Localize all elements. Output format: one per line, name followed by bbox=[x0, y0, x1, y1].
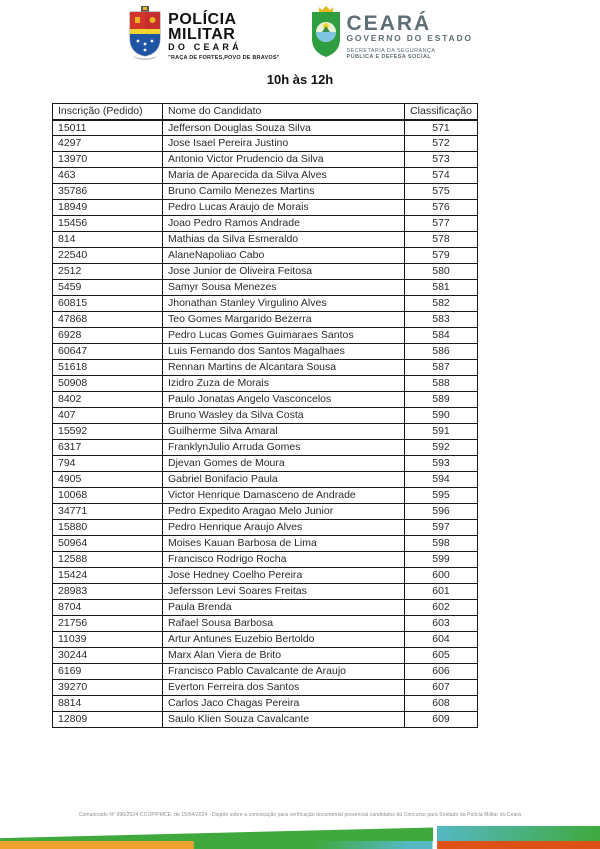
cell-classificacao: 604 bbox=[405, 632, 478, 648]
cell-nome: Marx Alan Viera de Brito bbox=[163, 648, 405, 664]
table-row bbox=[53, 248, 478, 264]
cell-inscricao: 15456 bbox=[53, 216, 163, 232]
table-row bbox=[53, 472, 478, 488]
table-row bbox=[53, 216, 478, 232]
cell-classificacao: 590 bbox=[405, 408, 478, 424]
cell-inscricao: 15880 bbox=[53, 520, 163, 536]
cell-inscricao: 10068 bbox=[53, 488, 163, 504]
table-body bbox=[53, 120, 478, 728]
cell-inscricao: 21756 bbox=[53, 616, 163, 632]
ceara-title: CEARÁ bbox=[346, 12, 432, 35]
cell-classificacao: 582 bbox=[405, 296, 478, 312]
table-row bbox=[53, 376, 478, 392]
cell-classificacao: 576 bbox=[405, 200, 478, 216]
cell-inscricao: 51618 bbox=[53, 360, 163, 376]
table-row bbox=[53, 264, 478, 280]
table-row bbox=[53, 568, 478, 584]
cell-nome: Antonio Victor Prudencio da Silva bbox=[163, 152, 405, 168]
table-row bbox=[53, 600, 478, 616]
table-row bbox=[53, 344, 478, 360]
table-row bbox=[53, 632, 478, 648]
table-row bbox=[53, 136, 478, 152]
candidates-table bbox=[52, 103, 478, 728]
cell-classificacao: 579 bbox=[405, 248, 478, 264]
table-row bbox=[53, 488, 478, 504]
table-row bbox=[53, 184, 478, 200]
cell-nome: Pedro Expedito Aragao Melo Junior bbox=[163, 504, 405, 520]
cell-classificacao: 572 bbox=[405, 136, 478, 152]
table-row bbox=[53, 456, 478, 472]
cell-classificacao: 609 bbox=[405, 712, 478, 728]
cell-inscricao: 30244 bbox=[53, 648, 163, 664]
ceara-gov-logo bbox=[310, 6, 473, 63]
cell-inscricao: 8402 bbox=[53, 392, 163, 408]
cell-nome: Francisco Pablo Cavalcante de Araujo bbox=[163, 664, 405, 680]
table-row bbox=[53, 360, 478, 376]
cell-inscricao: 6928 bbox=[53, 328, 163, 344]
cell-inscricao: 6317 bbox=[53, 440, 163, 456]
table-row bbox=[53, 392, 478, 408]
table-row bbox=[53, 648, 478, 664]
cell-classificacao: 578 bbox=[405, 232, 478, 248]
table-row bbox=[53, 152, 478, 168]
cell-classificacao: 596 bbox=[405, 504, 478, 520]
cell-nome: FranklynJulio Arruda Gomes bbox=[163, 440, 405, 456]
pmce-logo bbox=[127, 6, 279, 65]
cell-nome: Paula Brenda bbox=[163, 600, 405, 616]
cell-nome: Maria de Aparecida da Silva Alves bbox=[163, 168, 405, 184]
cell-classificacao: 597 bbox=[405, 520, 478, 536]
cell-classificacao: 588 bbox=[405, 376, 478, 392]
cell-inscricao: 47868 bbox=[53, 312, 163, 328]
cell-nome: Jose Junior de Oliveira Feitosa bbox=[163, 264, 405, 280]
cell-nome: Saulo Klien Souza Cavalcante bbox=[163, 712, 405, 728]
cell-nome: Carlos Jaco Chagas Pereira bbox=[163, 696, 405, 712]
cell-classificacao: 600 bbox=[405, 568, 478, 584]
cell-inscricao: 8814 bbox=[53, 696, 163, 712]
cell-nome: Mathias da Silva Esmeraldo bbox=[163, 232, 405, 248]
cell-nome: Pedro Lucas Gomes Guimaraes Santos bbox=[163, 328, 405, 344]
table-row bbox=[53, 232, 478, 248]
cell-nome: Teo Gomes Margarido Bezerra bbox=[163, 312, 405, 328]
cell-classificacao: 571 bbox=[405, 120, 478, 136]
footer-teal-block bbox=[437, 826, 600, 841]
table-row bbox=[53, 312, 478, 328]
cell-nome: Djevan Gomes de Moura bbox=[163, 456, 405, 472]
cell-inscricao: 814 bbox=[53, 232, 163, 248]
cell-classificacao: 606 bbox=[405, 664, 478, 680]
ceara-dept-line2: PÚBLICA E DEFESA SOCIAL bbox=[346, 54, 432, 60]
cell-classificacao: 607 bbox=[405, 680, 478, 696]
cell-nome: Rennan Martins de Alcantara Sousa bbox=[163, 360, 405, 376]
cell-inscricao: 5459 bbox=[53, 280, 163, 296]
cell-classificacao: 583 bbox=[405, 312, 478, 328]
pmce-title-line2: MILITAR bbox=[168, 26, 236, 43]
table-row bbox=[53, 120, 478, 136]
cell-inscricao: 4297 bbox=[53, 136, 163, 152]
table-row bbox=[53, 552, 478, 568]
cell-classificacao: 587 bbox=[405, 360, 478, 376]
ceara-shield-icon bbox=[310, 6, 342, 63]
cell-classificacao: 601 bbox=[405, 584, 478, 600]
cell-classificacao: 608 bbox=[405, 696, 478, 712]
cell-nome: Jose Hedney Coelho Pereira bbox=[163, 568, 405, 584]
cell-classificacao: 586 bbox=[405, 344, 478, 360]
cell-nome: Samyr Sousa Menezes bbox=[163, 280, 405, 296]
cell-inscricao: 794 bbox=[53, 456, 163, 472]
col-header-classificacao: Classificação bbox=[405, 104, 478, 120]
cell-inscricao: 4905 bbox=[53, 472, 163, 488]
cell-nome: Paulo Jonatas Angelo Vasconcelos bbox=[163, 392, 405, 408]
footer-notice: Comunicado Nº 096/2024-CCOP/PMCE, de 15/04/2024 - Dispõe sobre a convocação para verificação documental presencial candidatos do Concurso para Soldado da Polícia Militar do Ceará bbox=[78, 812, 522, 818]
cell-classificacao: 575 bbox=[405, 184, 478, 200]
table-row bbox=[53, 584, 478, 600]
cell-classificacao: 574 bbox=[405, 168, 478, 184]
cell-inscricao: 6169 bbox=[53, 664, 163, 680]
cell-inscricao: 463 bbox=[53, 168, 163, 184]
cell-nome: Everton Ferreira dos Santos bbox=[163, 680, 405, 696]
cell-classificacao: 591 bbox=[405, 424, 478, 440]
table-row bbox=[53, 200, 478, 216]
time-slot-heading: 10h às 12h bbox=[266, 72, 334, 87]
cell-inscricao: 15011 bbox=[53, 120, 163, 136]
footer-green-wedge bbox=[0, 826, 433, 841]
cell-inscricao: 13970 bbox=[53, 152, 163, 168]
ceara-subtitle: GOVERNO DO ESTADO bbox=[346, 33, 473, 43]
table-row bbox=[53, 280, 478, 296]
table-header bbox=[53, 104, 478, 120]
ceara-dept-line1: SECRETARIA DA SEGURANÇA bbox=[346, 48, 436, 54]
cell-inscricao: 15424 bbox=[53, 568, 163, 584]
pmce-title-line1: POLÍCIA bbox=[168, 11, 237, 28]
table-row bbox=[53, 408, 478, 424]
cell-nome: Bruno Wasley da Silva Costa bbox=[163, 408, 405, 424]
cell-nome: Rafael Sousa Barbosa bbox=[163, 616, 405, 632]
cell-inscricao: 60647 bbox=[53, 344, 163, 360]
cell-nome: Guilherme Silva Amaral bbox=[163, 424, 405, 440]
cell-classificacao: 584 bbox=[405, 328, 478, 344]
cell-nome: Jose Isael Pereira Justino bbox=[163, 136, 405, 152]
cell-classificacao: 598 bbox=[405, 536, 478, 552]
pmce-motto: "RAÇA DE FORTES,POVO DE BRAVOS" bbox=[168, 55, 280, 61]
table-row bbox=[53, 616, 478, 632]
cell-classificacao: 593 bbox=[405, 456, 478, 472]
table-row bbox=[53, 504, 478, 520]
cell-inscricao: 8704 bbox=[53, 600, 163, 616]
cell-inscricao: 60815 bbox=[53, 296, 163, 312]
cell-inscricao: 35786 bbox=[53, 184, 163, 200]
cell-classificacao: 573 bbox=[405, 152, 478, 168]
table-row bbox=[53, 440, 478, 456]
cell-inscricao: 11039 bbox=[53, 632, 163, 648]
cell-inscricao: 18949 bbox=[53, 200, 163, 216]
cell-nome: Luis Fernando dos Santos Magalhaes bbox=[163, 344, 405, 360]
footer-color-strip bbox=[0, 841, 600, 849]
cell-inscricao: 2512 bbox=[53, 264, 163, 280]
table-row bbox=[53, 664, 478, 680]
table-row bbox=[53, 536, 478, 552]
cell-nome: AlaneNapoliao Cabo bbox=[163, 248, 405, 264]
cell-inscricao: 50964 bbox=[53, 536, 163, 552]
header-logos bbox=[0, 6, 600, 65]
cell-inscricao: 12588 bbox=[53, 552, 163, 568]
footer-band bbox=[0, 825, 600, 849]
cell-inscricao: 407 bbox=[53, 408, 163, 424]
cell-nome: Pedro Lucas Araujo de Morais bbox=[163, 200, 405, 216]
table-row bbox=[53, 696, 478, 712]
cell-classificacao: 594 bbox=[405, 472, 478, 488]
table-row bbox=[53, 424, 478, 440]
cell-nome: Moises Kauan Barbosa de Lima bbox=[163, 536, 405, 552]
cell-nome: Jefersson Levi Soares Freitas bbox=[163, 584, 405, 600]
table-row bbox=[53, 168, 478, 184]
col-header-inscricao: Inscrição (Pedido) bbox=[53, 104, 163, 120]
cell-nome: Izidro Zuza de Morais bbox=[163, 376, 405, 392]
cell-nome: Joao Pedro Ramos Andrade bbox=[163, 216, 405, 232]
cell-classificacao: 605 bbox=[405, 648, 478, 664]
cell-inscricao: 50908 bbox=[53, 376, 163, 392]
table-row bbox=[53, 712, 478, 728]
table-row bbox=[53, 520, 478, 536]
cell-nome: Pedro Henrique Araujo Alves bbox=[163, 520, 405, 536]
cell-nome: Jefferson Douglas Souza Silva bbox=[163, 120, 405, 136]
cell-inscricao: 12809 bbox=[53, 712, 163, 728]
cell-inscricao: 15592 bbox=[53, 424, 163, 440]
cell-inscricao: 22540 bbox=[53, 248, 163, 264]
cell-classificacao: 602 bbox=[405, 600, 478, 616]
pmce-title-line3: DO CEARÁ bbox=[168, 42, 242, 52]
table-row bbox=[53, 328, 478, 344]
cell-inscricao: 28983 bbox=[53, 584, 163, 600]
col-header-nome: Nome do Candidato bbox=[163, 104, 405, 120]
cell-nome: Francisco Rodrigo Rocha bbox=[163, 552, 405, 568]
cell-classificacao: 595 bbox=[405, 488, 478, 504]
cell-classificacao: 589 bbox=[405, 392, 478, 408]
cell-classificacao: 603 bbox=[405, 616, 478, 632]
cell-classificacao: 599 bbox=[405, 552, 478, 568]
table-row bbox=[53, 680, 478, 696]
cell-inscricao: 39270 bbox=[53, 680, 163, 696]
cell-classificacao: 577 bbox=[405, 216, 478, 232]
cell-nome: Bruno Camilo Menezes Martins bbox=[163, 184, 405, 200]
table-row bbox=[53, 296, 478, 312]
cell-classificacao: 580 bbox=[405, 264, 478, 280]
cell-nome: Gabriel Bonifacio Paula bbox=[163, 472, 405, 488]
cell-nome: Jhonathan Stanley Virgulino Alves bbox=[163, 296, 405, 312]
pmce-crest-icon bbox=[127, 6, 163, 65]
cell-classificacao: 592 bbox=[405, 440, 478, 456]
cell-classificacao: 581 bbox=[405, 280, 478, 296]
cell-nome: Artur Antunes Euzebio Bertoldo bbox=[163, 632, 405, 648]
cell-nome: Victor Henrique Damasceno de Andrade bbox=[163, 488, 405, 504]
cell-inscricao: 34771 bbox=[53, 504, 163, 520]
